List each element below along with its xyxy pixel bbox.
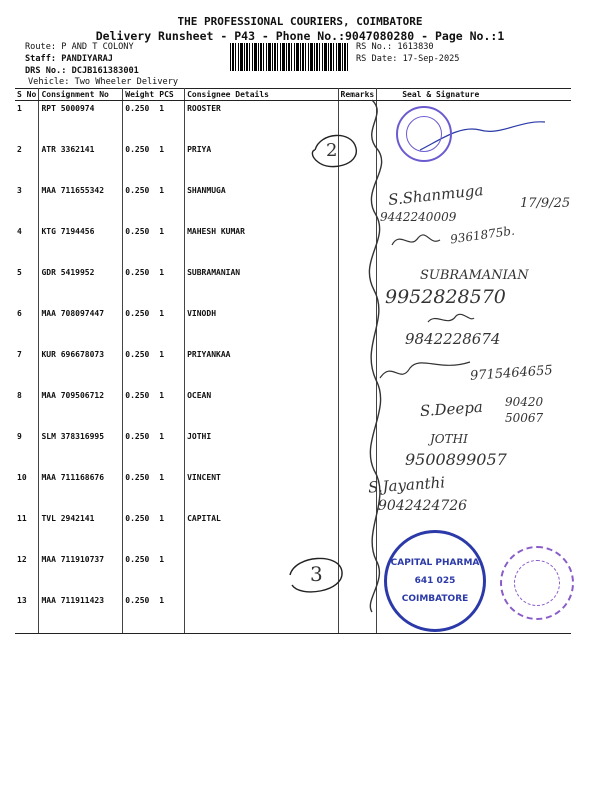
row-weight-pcs	[123, 265, 185, 306]
round-seal-stamp	[396, 106, 452, 162]
row-consignment: MAA 711911423	[39, 593, 123, 634]
sig10-name: S.Jayanthi	[367, 473, 446, 497]
row-pcs: 1	[159, 144, 165, 154]
row-sno: 11	[15, 511, 39, 552]
sig5-phone: 9952828570	[385, 286, 506, 308]
row-consignment: MAA 711655342	[39, 183, 123, 224]
row-pcs: 1	[159, 104, 165, 113]
row-weight-pcs	[123, 142, 185, 183]
row-consignee: PRIYA	[185, 142, 338, 183]
capital-pharma-stamp	[384, 530, 486, 632]
row-remarks	[338, 593, 377, 634]
table-row	[15, 101, 571, 142]
runsheet-barcode	[230, 43, 350, 71]
sig3-name: S.Shanmuga	[387, 181, 485, 209]
row-consignee: OCEAN	[185, 388, 338, 429]
row-consignee: ROOSTER	[185, 101, 338, 142]
col-pcs: PCS	[159, 90, 174, 99]
row-weight: 0.250	[125, 349, 150, 359]
row-remarks	[338, 265, 377, 306]
drs-line	[25, 66, 139, 76]
row-remarks	[338, 429, 377, 470]
row-sno: 1	[15, 101, 39, 142]
row-remarks	[338, 183, 377, 224]
row-weight: 0.250	[125, 267, 150, 277]
row-weight: 0.250	[125, 104, 150, 113]
row-consignment: RPT 5000974	[39, 101, 123, 142]
drs-value: DCJB161383001	[71, 66, 139, 76]
row-pcs: 1	[159, 226, 165, 236]
sig9-phone: 9500899057	[405, 450, 507, 469]
sig8-name: S.Deepa	[419, 397, 484, 421]
row-sno: 10	[15, 470, 39, 511]
row-pcs: 1	[159, 267, 165, 277]
sig3-phone: 9442240009	[380, 210, 457, 224]
row-pcs: 1	[159, 431, 165, 441]
row-consignee: SUBRAMANIAN	[185, 265, 338, 306]
row-remarks	[338, 388, 377, 429]
staff-line	[25, 54, 113, 64]
staff-value: PANDIYARAJ	[61, 54, 113, 64]
row-consignee	[185, 593, 338, 634]
row-remarks	[338, 347, 377, 388]
row-consignment: TVL 2942141	[39, 511, 123, 552]
route-line: Route: P AND T COLONY	[25, 42, 134, 52]
row-weight: 0.250	[125, 185, 150, 195]
row-weight-pcs	[123, 224, 185, 265]
row-pcs: 1	[159, 349, 165, 359]
row-consignee: VINODH	[185, 306, 338, 347]
rs-date: RS Date: 17-Sep-2025	[356, 54, 460, 64]
row-weight-pcs	[123, 347, 185, 388]
drs-label: DRS No.:	[25, 66, 67, 76]
row-weight: 0.250	[125, 554, 150, 564]
row-sno: 2	[15, 142, 39, 183]
sig9-name: JOTHI	[430, 432, 468, 446]
rs-number: RS No.: 1613830	[356, 42, 434, 52]
row-pcs: 1	[159, 185, 165, 195]
row-weight-pcs	[123, 101, 185, 142]
table-row	[15, 511, 571, 552]
row-remarks	[338, 142, 377, 183]
row-consignment: MAA 711168676	[39, 470, 123, 511]
row-consignment: KUR 696678073	[39, 347, 123, 388]
row-remarks	[338, 511, 377, 552]
sig6-phone: 9842228674	[405, 330, 501, 348]
row-sno: 6	[15, 306, 39, 347]
faded-round-stamp	[500, 546, 574, 620]
sig4-phone: 9361875b.	[449, 223, 516, 247]
row-pcs: 1	[159, 308, 165, 318]
row-consignee: PRIYANKAA	[185, 347, 338, 388]
row-consignee: SHANMUGA	[185, 183, 338, 224]
runsheet-subtitle: Delivery Runsheet - P43 - Phone No.:9047080280 - Page No.:1	[95, 29, 505, 43]
row-sno: 7	[15, 347, 39, 388]
col-consignment: Consignment No	[39, 89, 123, 101]
row-sno: 9	[15, 429, 39, 470]
mark-3-text: 3	[310, 562, 323, 586]
row-weight-pcs	[123, 470, 185, 511]
row-consignment: MAA 711910737	[39, 552, 123, 593]
row-sno: 5	[15, 265, 39, 306]
row-weight: 0.250	[125, 595, 150, 605]
col-remarks: Remarks	[338, 89, 377, 101]
row-consignment: ATR 3362141	[39, 142, 123, 183]
row-weight-pcs	[123, 593, 185, 634]
row-weight: 0.250	[125, 390, 150, 400]
row-consignee: VINCENT	[185, 470, 338, 511]
row-weight-pcs	[123, 511, 185, 552]
table-row	[15, 593, 571, 634]
table-row	[15, 470, 571, 511]
company-title: THE PROFESSIONAL COURIERS, COIMBATORE	[177, 15, 423, 28]
row-weight: 0.250	[125, 513, 150, 523]
row-weight-pcs	[123, 183, 185, 224]
col-signature: Seal & Signature	[377, 89, 571, 101]
row-remarks	[338, 224, 377, 265]
row-consignment: MAA 709506712	[39, 388, 123, 429]
row-remarks	[338, 306, 377, 347]
row-weight: 0.250	[125, 144, 150, 154]
col-weight: Weight	[125, 90, 155, 99]
table-row	[15, 552, 571, 593]
sig10-phone: 9042424726	[378, 498, 468, 514]
row-weight-pcs	[123, 552, 185, 593]
vehicle-line: Vehicle: Two Wheeler Delivery	[28, 77, 179, 87]
row-remarks	[338, 552, 377, 593]
row-weight-pcs	[123, 306, 185, 347]
mark-2-text: 2	[326, 140, 338, 161]
delivery-table	[15, 88, 571, 634]
row-consignment: SLM 378316995	[39, 429, 123, 470]
table-row	[15, 142, 571, 183]
sig8-phone: 90420 50067	[505, 395, 544, 425]
row-weight-pcs	[123, 388, 185, 429]
col-weight-pcs	[123, 89, 185, 101]
sig3-date: 17/9/25	[520, 196, 571, 211]
row-weight-pcs	[123, 429, 185, 470]
row-sno: 8	[15, 388, 39, 429]
staff-label: Staff:	[25, 54, 57, 64]
row-weight: 0.250	[125, 472, 150, 482]
row-consignee: JOTHI	[185, 429, 338, 470]
row-sno: 3	[15, 183, 39, 224]
row-weight: 0.250	[125, 308, 150, 318]
row-weight: 0.250	[125, 431, 150, 441]
row-consignment: GDR 5419952	[39, 265, 123, 306]
row-pcs: 1	[159, 472, 165, 482]
sig7-phone: 9715464655	[469, 363, 554, 384]
row-sno: 12	[15, 552, 39, 593]
row-consignee: CAPITAL	[185, 511, 338, 552]
row-consignment: KTG 7194456	[39, 224, 123, 265]
row-pcs: 1	[159, 513, 165, 523]
col-consignee: Consignee Details	[185, 89, 338, 101]
sig5-name: SUBRAMANIAN	[420, 268, 529, 283]
row-pcs: 1	[159, 595, 165, 605]
table-row	[15, 388, 571, 429]
row-consignee: MAHESH KUMAR	[185, 224, 338, 265]
capital-stamp-code: 641 025	[414, 576, 456, 586]
row-weight: 0.250	[125, 226, 150, 236]
capital-stamp-top: CAPITAL PHARMA	[390, 558, 480, 568]
row-pcs: 1	[159, 554, 165, 564]
capital-stamp-bottom: COIMBATORE	[401, 594, 469, 604]
row-remarks	[338, 101, 377, 142]
row-consignment: MAA 708097447	[39, 306, 123, 347]
table-header-row	[15, 89, 571, 101]
table-row	[15, 183, 571, 224]
row-sno: 13	[15, 593, 39, 634]
col-sno: S No	[15, 89, 39, 101]
row-pcs: 1	[159, 390, 165, 400]
row-sno: 4	[15, 224, 39, 265]
